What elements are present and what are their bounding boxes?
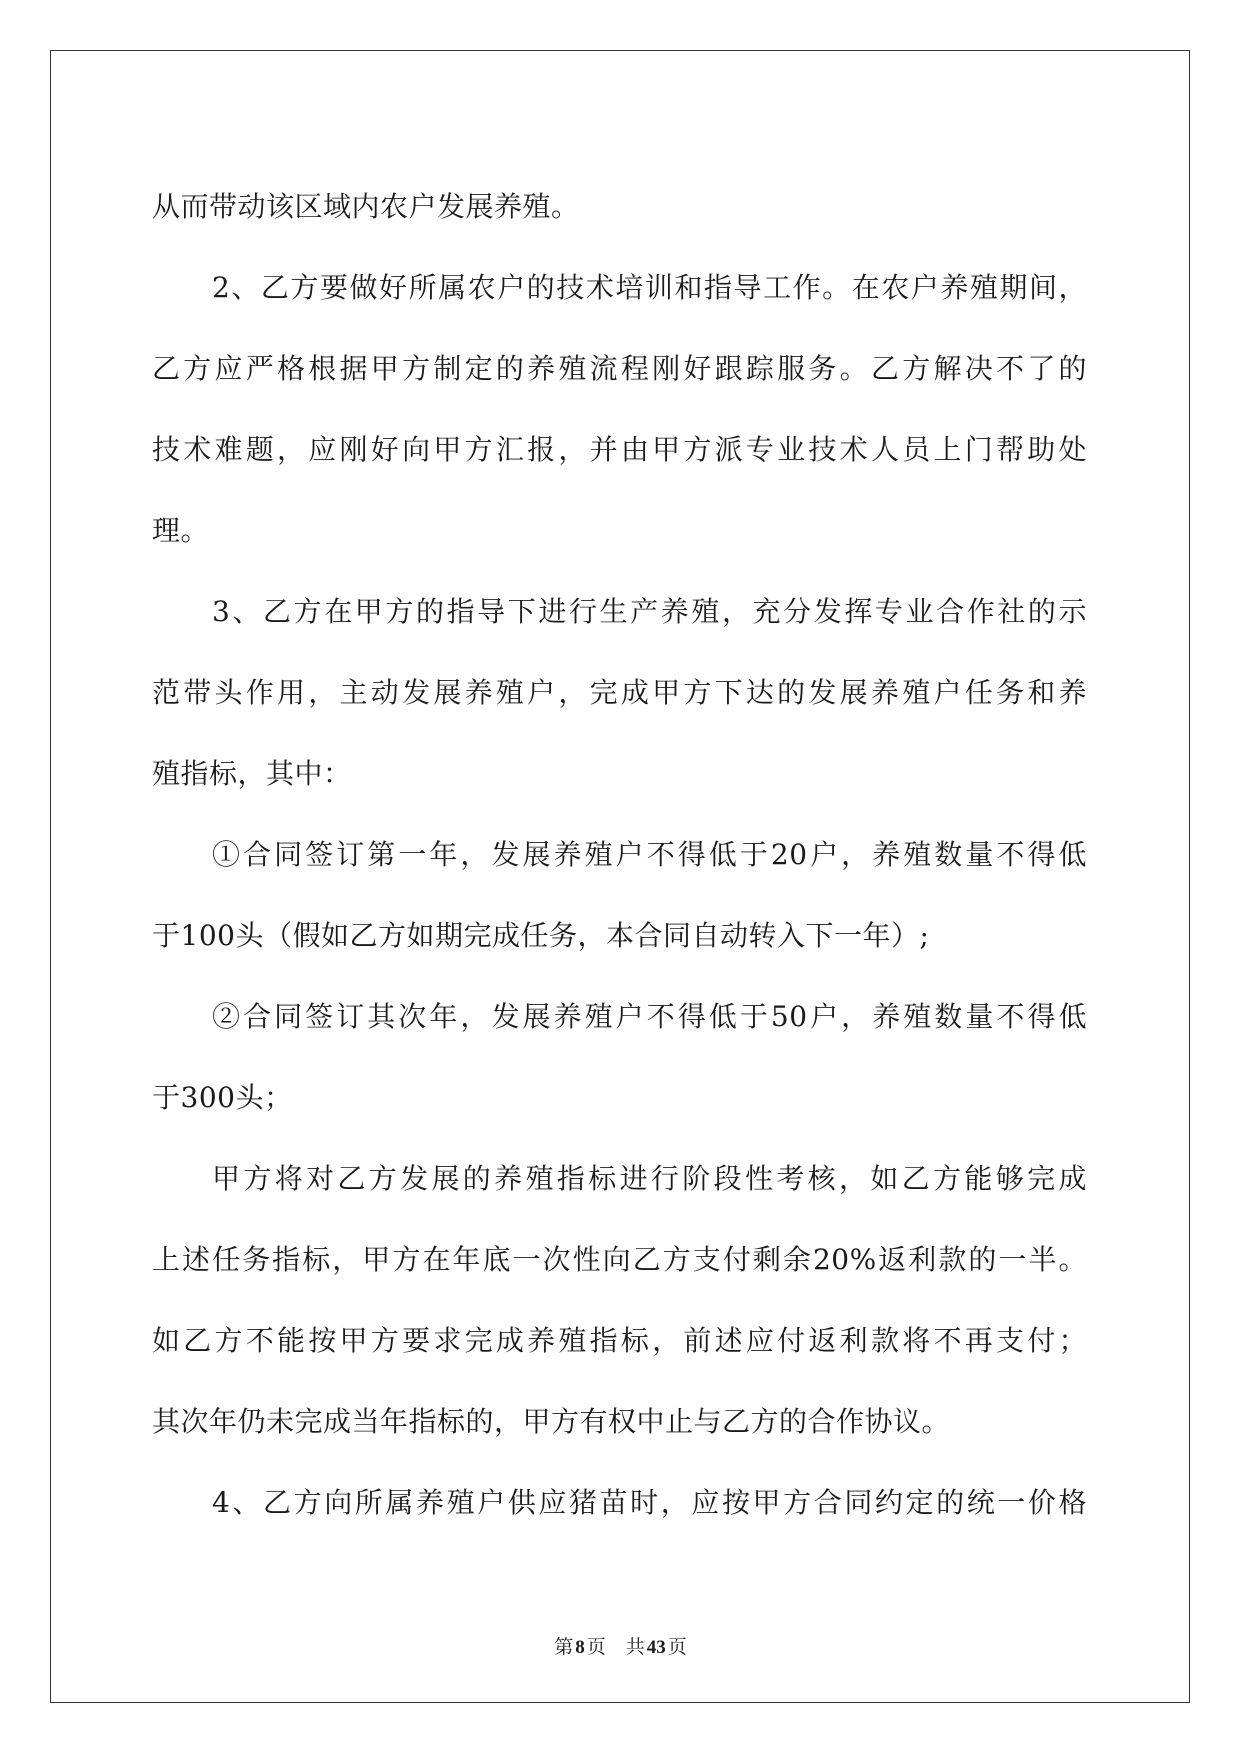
total-prefix: 共 bbox=[625, 1636, 645, 1658]
page-footer bbox=[0, 1632, 1241, 1659]
text-line: 其次年仍未完成当年指标的，甲方有权中止与乙方的合作协议。 bbox=[152, 1405, 951, 1438]
text-line: 殖指标，其中： bbox=[152, 757, 352, 790]
text-line: 2、乙方要做好所属农户的技术培训和指导工作。在农户养殖期间， bbox=[212, 271, 1087, 304]
text-line: 范带头作用，主动发展养殖户，完成甲方下达的发展养殖户任务和养 bbox=[152, 676, 1087, 709]
text-line: 甲方将对乙方发展的养殖指标进行阶段性考核，如乙方能够完成 bbox=[212, 1162, 1087, 1195]
text-line: 上述任务指标，甲方在年底一次性向乙方支付剩余20%返利款的一半。 bbox=[152, 1243, 1087, 1276]
text-line: 技术难题，应刚好向甲方汇报，并由甲方派专业技术人员上门帮助处 bbox=[152, 433, 1087, 466]
total-suffix: 页 bbox=[667, 1636, 687, 1658]
text-line: 于300头； bbox=[152, 1081, 293, 1114]
total-pages: 43 bbox=[646, 1637, 666, 1658]
page-number: 8 bbox=[575, 1637, 585, 1658]
text-line: 如乙方不能按甲方要求完成养殖指标，前述应付返利款将不再支付； bbox=[152, 1324, 1087, 1357]
text-line: 3、乙方在甲方的指导下进行生产养殖，充分发挥专业合作社的示 bbox=[212, 595, 1087, 628]
text-line: 理。 bbox=[152, 514, 210, 547]
text-line: 于100头（假如乙方如期完成任务，本合同自动转入下一年）; bbox=[152, 919, 930, 952]
text-line: 4、乙方向所属养殖户供应猪苗时，应按甲方合同约定的统一价格 bbox=[212, 1486, 1087, 1519]
text-line: 乙方应严格根据甲方制定的养殖流程刚好跟踪服务。乙方解决不了的 bbox=[152, 352, 1087, 385]
text-line: 从而带动该区域内农户发展养殖。 bbox=[152, 190, 580, 223]
text-line: ①合同签订第一年，发展养殖户不得低于20户，养殖数量不得低 bbox=[212, 838, 1087, 871]
text-line: ②合同签订其次年，发展养殖户不得低于50户，养殖数量不得低 bbox=[212, 1000, 1087, 1033]
page-suffix: 页 bbox=[586, 1636, 606, 1658]
document-body bbox=[152, 166, 1087, 1543]
page-prefix: 第 bbox=[554, 1636, 574, 1658]
